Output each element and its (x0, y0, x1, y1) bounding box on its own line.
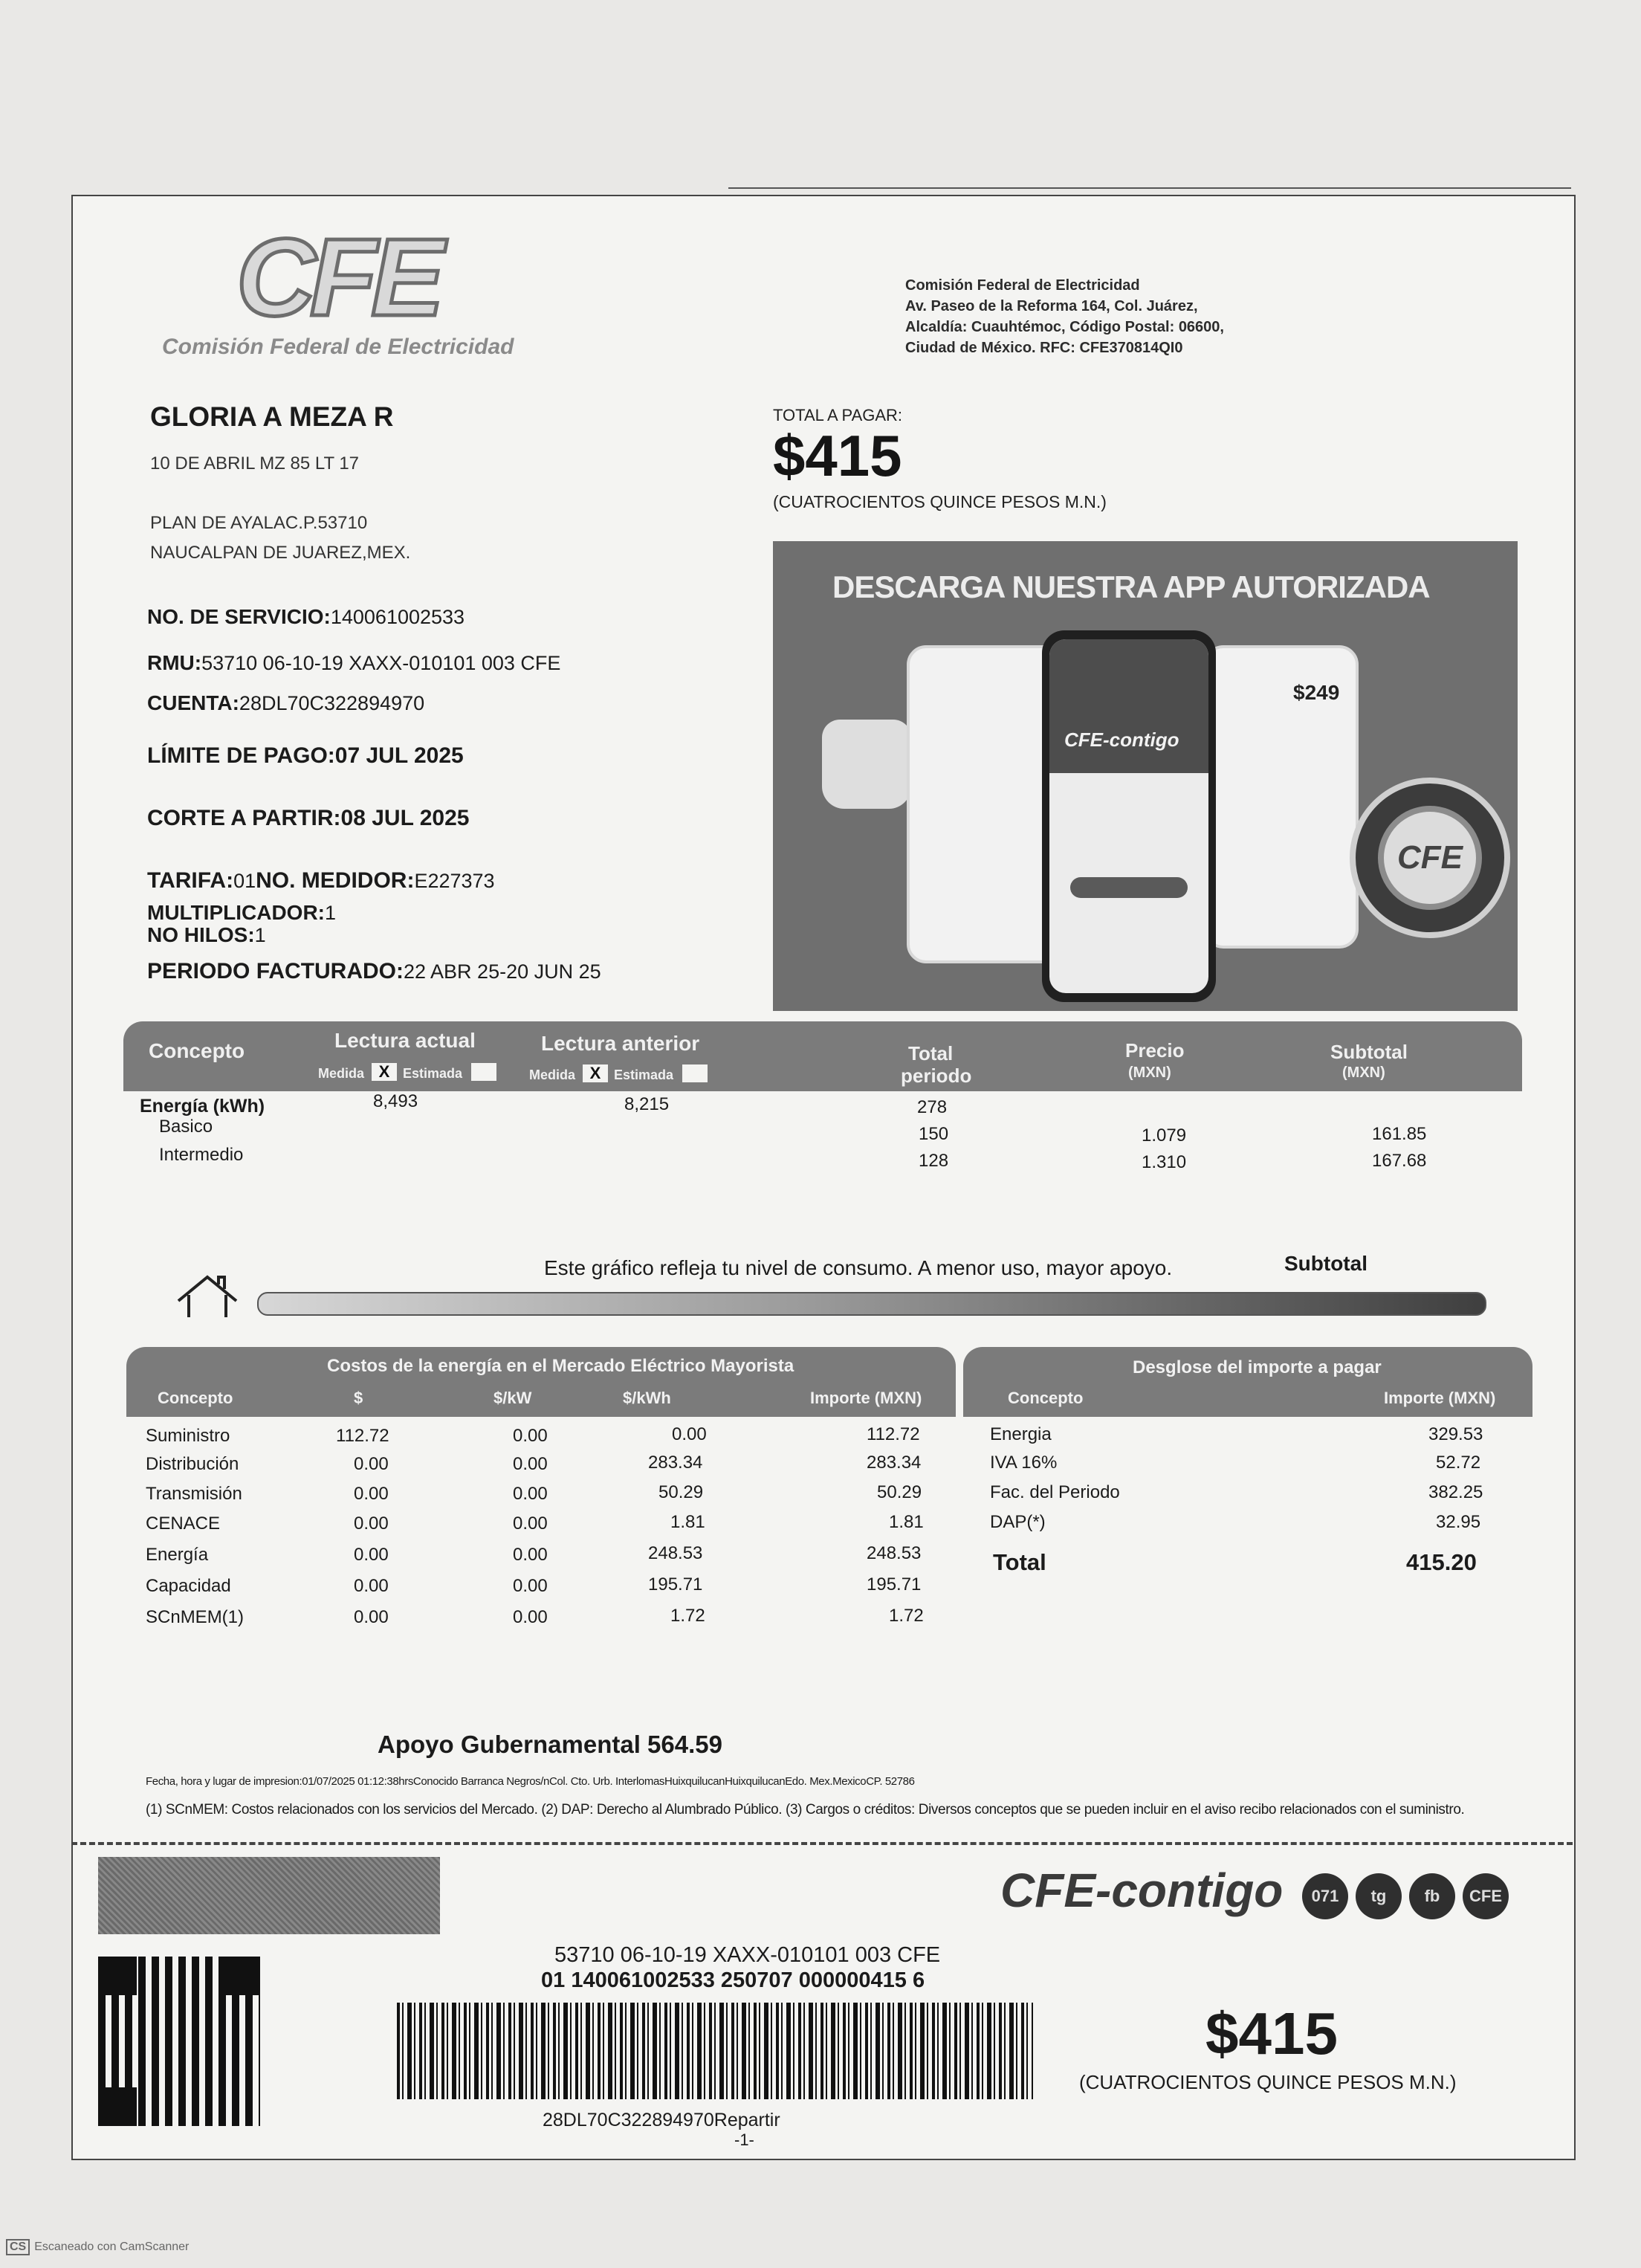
row-precio: 1.310 (1142, 1152, 1187, 1172)
medida-label: Medida (318, 1066, 365, 1081)
cut-line (71, 1842, 1573, 1845)
total-amount: $415 (773, 423, 902, 488)
billing-period (147, 959, 601, 984)
cell-importe: 1.81 (889, 1512, 924, 1532)
limite-value: 07 JUL 2025 (334, 743, 464, 768)
service-label: NO. DE SERVICIO: (147, 605, 331, 628)
multiplicador-label: MULTIPLICADOR: (147, 901, 325, 924)
cfe-address (905, 275, 1224, 358)
qr-code (98, 1957, 260, 2126)
consumption-table-header (123, 1021, 1522, 1091)
cfe-address-line: Ciudad de México. RFC: CFE370814QI0 (905, 340, 1183, 356)
rmu-value: 53710 06-10-19 XAXX-010101 003 CFE (201, 652, 561, 674)
redacted-stamp (98, 1857, 440, 1934)
cell-kw: 0.00 (513, 1426, 548, 1446)
payment-reference-2: 01 140061002533 250707 000000415 6 (541, 1968, 925, 1992)
customer-address-2: PLAN DE AYALAC.P.53710 (150, 513, 368, 533)
desglose-total-label: Total (993, 1549, 1046, 1575)
row-subtotal: 167.68 (1372, 1151, 1427, 1171)
tariff-meter (147, 868, 495, 894)
medida-label: Medida (529, 1067, 576, 1082)
periodo-value: 22 ABR 25-20 JUN 25 (404, 960, 601, 983)
medidor-value: E227373 (414, 870, 495, 892)
cuenta-value: 28DL70C322894970 (239, 692, 425, 714)
cell-importe: 1.72 (889, 1606, 924, 1626)
customer-name: GLORIA A MEZA R (150, 401, 394, 432)
cell-importe: 50.29 (877, 1482, 922, 1502)
estimada-checkbox (682, 1064, 708, 1082)
print-info: Fecha, hora y lugar de impresion:01/07/2025 01:12:38hrsConocido Barranca Negros/nCol. Cto. Urb. InterlomasHuixquilucanHuixquilucanEdo. Mex.MexicoCP. 52786 (146, 1775, 915, 1788)
costos-title: Costos de la energía en el Mercado Eléctrico Mayorista (327, 1356, 794, 1376)
cell-concepto: IVA 16% (990, 1453, 1058, 1473)
col-importe: Importe (MXN) (810, 1389, 922, 1407)
hilos-label: NO HILOS: (147, 923, 255, 946)
cell-pesos: 0.00 (354, 1545, 389, 1565)
cell-importe: 112.72 (867, 1424, 920, 1444)
facebook-icon: fb (1409, 1873, 1455, 1919)
account-repartir: 28DL70C322894970Repartir (543, 2110, 780, 2130)
camscanner-badge: CS (6, 2239, 30, 2255)
telegram-icon: tg (1356, 1873, 1402, 1919)
cell-pesos: 0.00 (354, 1607, 389, 1627)
cell-kwh: 1.72 (670, 1606, 705, 1626)
periodo-label: PERIODO FACTURADO: (147, 959, 404, 983)
multiplier (147, 901, 336, 925)
cell-kwh: 0.00 (672, 1424, 707, 1444)
desglose-title: Desglose del importe a pagar (1133, 1357, 1382, 1377)
cell-kw: 0.00 (513, 1513, 548, 1534)
cell-pesos: 0.00 (354, 1576, 389, 1596)
corte-label: CORTE A PARTIR: (147, 806, 341, 830)
customer-address-3: NAUCALPAN DE JUAREZ,MEX. (150, 543, 411, 563)
cell-importe: 52.72 (1436, 1453, 1481, 1473)
cfe-badge-text: CFE (1378, 806, 1482, 910)
cell-concepto: SCnMEM(1) (146, 1607, 245, 1627)
phone-screen (1049, 639, 1208, 993)
rmu-label: RMU: (147, 651, 202, 674)
medidor-label: NO. MEDIDOR: (256, 868, 415, 893)
cell-concepto: Distribución (146, 1454, 239, 1474)
col-concepto: Concepto (149, 1039, 245, 1062)
estimada-label: Estimada (614, 1067, 674, 1082)
cfe-logo: CFE (236, 216, 438, 339)
col-lectura-anterior: Lectura anterior (541, 1032, 700, 1055)
payment-reference-1: 53710 06-10-19 XAXX-010101 003 CFE (554, 1943, 941, 1967)
estimada-label: Estimada (403, 1066, 463, 1081)
cfe-app-icon (1350, 778, 1510, 938)
scanner-footer (6, 2239, 189, 2255)
app-login-button (1070, 877, 1188, 898)
col-concepto: Concepto (1008, 1389, 1084, 1407)
cell-kw: 0.00 (513, 1484, 548, 1504)
col-concepto: Concepto (158, 1389, 233, 1407)
app-banner (773, 541, 1518, 1011)
consumption-gauge (257, 1292, 1486, 1316)
lectura-anterior-value: 8,215 (624, 1094, 670, 1114)
energia-label: Energía (kWh) (140, 1096, 265, 1117)
cfe-address-line: Av. Paseo de la Reforma 164, Col. Juárez, (905, 298, 1198, 314)
corte-value: 08 JUL 2025 (340, 806, 470, 830)
total-kwh: 278 (917, 1097, 948, 1117)
cell-kwh: 283.34 (648, 1453, 703, 1473)
slip-amount: $415 (1205, 2000, 1338, 2067)
cell-concepto: Fac. del Periodo (990, 1482, 1120, 1502)
service-value: 140061002533 (330, 606, 465, 628)
col-subtotal-1: Subtotal (1330, 1041, 1408, 1063)
cell-kwh: 195.71 (648, 1574, 703, 1595)
cell-kw: 0.00 (513, 1576, 548, 1596)
hilos-value: 1 (254, 924, 266, 946)
cell-concepto: Transmisión (146, 1484, 242, 1504)
cell-kw: 0.00 (513, 1607, 548, 1627)
lectura-actual-value: 8,493 (373, 1091, 418, 1111)
cell-importe: 283.34 (867, 1453, 922, 1473)
cell-concepto: Energía (146, 1545, 209, 1565)
cuenta-label: CUENTA: (147, 691, 239, 714)
cell-importe: 195.71 (867, 1574, 922, 1595)
cfe-address-line: Alcaldía: Cuauhtémoc, Código Postal: 06600, (905, 319, 1224, 335)
cell-importe: 248.53 (867, 1543, 922, 1563)
medida-checkbox: X (372, 1063, 397, 1081)
camscanner-text: Escaneado con CamScanner (34, 2240, 190, 2253)
medida-checkbox: X (583, 1064, 608, 1082)
page-number: -1- (734, 2130, 754, 2149)
slip-amount-words: (CUATROCIENTOS QUINCE PESOS M.N.) (1079, 2071, 1457, 2093)
cfe-address-line: Comisión Federal de Electricidad (905, 277, 1140, 294)
tarifa-value: 01 (233, 870, 256, 892)
cell-importe: 329.53 (1428, 1424, 1483, 1444)
row-total: 128 (919, 1151, 949, 1171)
apoyo-gubernamental: Apoyo Gubernamental 564.59 (378, 1731, 722, 1758)
row-concepto: Basico (159, 1117, 213, 1137)
cell-pesos: 112.72 (336, 1426, 389, 1446)
top-rule (728, 187, 1571, 189)
total-label: TOTAL A PAGAR: (773, 406, 903, 424)
customer-address-1: 10 DE ABRIL MZ 85 LT 17 (150, 453, 360, 474)
row-subtotal: 161.85 (1372, 1124, 1427, 1144)
gauge-subtotal-label: Subtotal (1284, 1252, 1368, 1275)
banner-screen-amount: $249 (1293, 681, 1340, 704)
cell-kwh: 248.53 (648, 1543, 703, 1563)
rmu (147, 651, 560, 675)
total-words: (CUATROCIENTOS QUINCE PESOS M.N.) (773, 492, 1107, 511)
col-pesos: $ (354, 1389, 363, 1407)
cell-concepto: DAP(*) (990, 1512, 1046, 1532)
cell-importe: 32.95 (1436, 1512, 1481, 1532)
multiplicador-value: 1 (325, 902, 337, 924)
row-total: 150 (919, 1124, 949, 1144)
col-per-kw: $/kW (493, 1389, 532, 1407)
cut-date (147, 806, 469, 831)
banner-title: DESCARGA NUESTRA APP AUTORIZADA (832, 569, 1430, 604)
account-number (147, 691, 424, 715)
payment-limit (147, 743, 464, 769)
cfe-app-icon: CFE (1463, 1873, 1509, 1919)
gauge-caption: Este gráfico refleja tu nivel de consumo. A menor uso, mayor apoyo. (544, 1256, 1173, 1279)
cell-importe: 382.25 (1428, 1482, 1483, 1502)
phone-header (1049, 639, 1208, 773)
col-precio-2: (MXN) (1128, 1064, 1171, 1081)
app-name: CFE-contigo (1064, 728, 1179, 751)
row-precio: 1.079 (1142, 1125, 1187, 1146)
phone-front (1042, 630, 1216, 1002)
payment-barcode (397, 2003, 1033, 2099)
col-lectura-actual: Lectura actual (334, 1029, 476, 1052)
col-total-2: periodo (901, 1064, 972, 1087)
tarifa-label: TARIFA: (147, 868, 234, 893)
cell-kw: 0.00 (513, 1454, 548, 1474)
thumbs-up-icon (822, 720, 911, 809)
cell-pesos: 0.00 (354, 1454, 389, 1474)
cell-kwh: 50.29 (658, 1482, 704, 1502)
cell-pesos: 0.00 (354, 1484, 389, 1504)
row-concepto: Intermedio (159, 1145, 244, 1165)
service-number (147, 605, 465, 629)
desglose-total-value: 415.20 (1406, 1549, 1477, 1575)
costos-table-header (126, 1347, 956, 1417)
phone-071-icon: 071 (1302, 1873, 1348, 1919)
estimada-checkbox (471, 1063, 496, 1081)
footnotes: (1) SCnMEM: Costos relacionados con los servicios del Mercado. (2) DAP: Derecho al Alumbrado Público. (3) Cargos o créditos: Diversos conceptos que se pueden incluir en el aviso recibo relacionados con el suministro. (146, 1802, 1465, 1818)
cell-pesos: 0.00 (354, 1513, 389, 1534)
limite-label: LÍMITE DE PAGO: (147, 743, 335, 768)
cell-kwh: 1.81 (670, 1512, 705, 1532)
desglose-table-header (963, 1347, 1532, 1417)
col-importe: Importe (MXN) (1384, 1389, 1496, 1407)
cell-kw: 0.00 (513, 1545, 548, 1565)
col-subtotal-2: (MXN) (1342, 1064, 1385, 1081)
house-icon (175, 1273, 239, 1320)
cell-concepto: CENACE (146, 1513, 221, 1534)
col-total-1: Total (908, 1042, 954, 1064)
cfe-contigo-logo: CFE-contigo (1000, 1864, 1284, 1917)
cell-concepto: Energia (990, 1424, 1052, 1444)
cfe-logo-subtitle: Comisión Federal de Electricidad (162, 335, 514, 359)
col-per-kwh: $/kWh (623, 1389, 671, 1407)
col-precio-1: Precio (1125, 1039, 1185, 1062)
cell-concepto: Capacidad (146, 1576, 231, 1596)
wires (147, 923, 266, 947)
cell-concepto: Suministro (146, 1426, 230, 1446)
